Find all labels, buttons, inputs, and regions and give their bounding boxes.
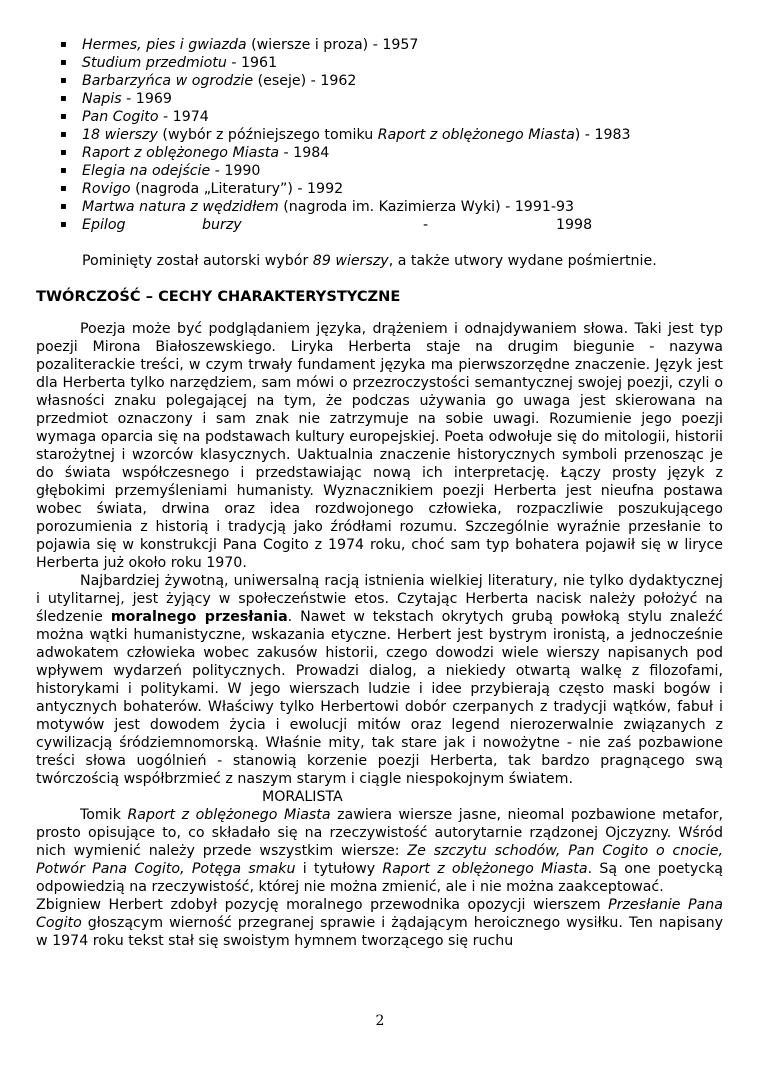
list-item: ▪ Barbarzyńca w ogrodzie (eseje) - 1962 xyxy=(60,72,710,90)
page-number: 2 xyxy=(375,1013,385,1029)
list-item: ▪ Hermes, pies i gwiazda (wiersze i proza) - 1957 xyxy=(60,36,710,54)
list-item: ▪ Martwa natura z wędzidłem (nagroda im. Kazimierza Wyki) - 1991-93 xyxy=(60,198,710,216)
paragraph: Poezja może być podglądaniem języka, drążeniem i odnajdywaniem słowa. Taki jest typ poezji Mirona Białoszewskiego. Liryka Herberta staje na drugim biegunie - nazywa pozaliterackie treści, w czym trwały fundament języka ma pierwszorzędne znaczenie. Język jest dla Herberta tylko narzędziem, sam mówi o przezroczystości semantycznej swojej poezji, czyli o własności znaku polegającej na tym, że podczas używania go uwaga jest skierowana na przedmiot oznaczony i sam znak nie zatrzymuje na sobie uwagi. Rozumienie jego poezji wymaga oparcia się na podstawach kultury europejskiej. Poeta odwołuje się do mitologii, historii starożytnej i wzorców klasycznych. Uaktualnia znaczenie historycznych symboli przenosząc je do świata współczesnego i przedstawiając nową ich interpretację. Łączy prosty język z głębokimi przemyśleniami humanisty. Wyznacznikiem poezji Herberta jest nieufna postawa wobec świata, drwina oraz idea rozdwojonego człowieka, rozpaczliwie poszukującego porozumienia z historią i tradycją jako źródłami rozumu. Szczególnie wyraźnie przesłanie to pojawia się w konstrukcji Pana Cogito z 1974 roku, choć sam typ bohatera pojawił się w liryce Herberta już około roku 1970. xyxy=(36,321,723,571)
list-item: ▪ 18 wierszy (wybór z późniejszego tomiku Raport z oblężonego Miasta) - 1983 xyxy=(60,126,710,144)
section-heading: TWÓRCZOŚĆ – CECHY CHARAKTERYSTYCZNE xyxy=(36,288,401,305)
list-item: ▪ Epilog burzy - 1998 xyxy=(60,216,710,234)
paragraph: Najbardziej żywotną, uniwersalną racją istnienia wielkiej literatury, nie tylko dydaktycznej i utylitarnej, jest żyjący w społeczeństwie etos. Czytając Herberta nacisk należy położyć na śledzenie moralnego przesłania. Nawet w tekstach okrytych grubą powłoką stylu znaleźć można wątki humanistyczne, wskazania etyczne. Herbert jest bystrym ironistą, a jednocześnie adwokatem człowieka wobec zakusów historii, czego dowodzi wiele wierszy napisanych pod wpływem wydarzeń politycznych. Prowadzi dialog, a niekiedy otwartą walkę z filozofami, historykami i politykami. W jego wierszach ludzie i idee przybierają często maski bogów i antycznych bohaterów. Właściwy tylko Herbertowi dobór czerpanych z tradycji wątków, fabuł i motywów jest dowodem życia i ewolucji mitów oraz legend nierozerwalnie związanych z cywilizacją śródziemnomorską. Właśnie mity, tak stare jak i nowożytne - nie zaś pozbawione treści słowa uogólnień - stanowią korzenie poezji Herberta, tak bardzo pragnącego swą twórczością współbrzmieć z naszym starym i ciągle niespokojnym światem. xyxy=(36,573,724,787)
paragraph: Zbigniew Herbert zdobył pozycję moralnego przewodnika opozycji wierszem Przesłanie Pana Cogito głoszącym wierność przegranej sprawie i żądającym heroicznego wysiłku. Ten napisany w 1974 roku tekst stał się swoistym hymnem tworzącego się ruchu xyxy=(36,897,723,949)
paragraph: Tomik Raport z oblężonego Miasta zawiera wiersze jasne, nieomal pozbawione metafor, prosto opisujące to, co składało się na rzeczywistość autorytarnie rządzonej Ojczyzny. Wśród nich wymienić należy przede wszystkim wiersze: Ze szczytu schodów, Pan Cogito o cnocie, Potwór Pana Cogito, Potęga smaku i tytułowy Raport z oblężonego Miasta. Są one poetycką odpowiedzią na rzeczywistość, której nie można zmienić, ale i nie można zaakceptować. xyxy=(36,807,724,895)
body-text xyxy=(36,320,723,950)
list-item: ▪ Raport z oblężonego Miasta - 1984 xyxy=(60,144,710,162)
list-item: ▪ Elegia na odejście - 1990 xyxy=(60,162,710,180)
list-item: ▪ Rovigo (nagroda „Literatury”) - 1992 xyxy=(60,180,710,198)
works-list xyxy=(60,36,710,234)
list-item: ▪ Studium przedmiotu - 1961 xyxy=(60,54,710,72)
subheading: MORALISTA xyxy=(262,789,343,805)
list-item: ▪ Napis - 1969 xyxy=(60,90,710,108)
list-item: ▪ Pan Cogito - 1974 xyxy=(60,108,710,126)
note-text: Pominięty został autorski wybór 89 wierszy, a także utwory wydane pośmiertnie. xyxy=(82,253,657,269)
